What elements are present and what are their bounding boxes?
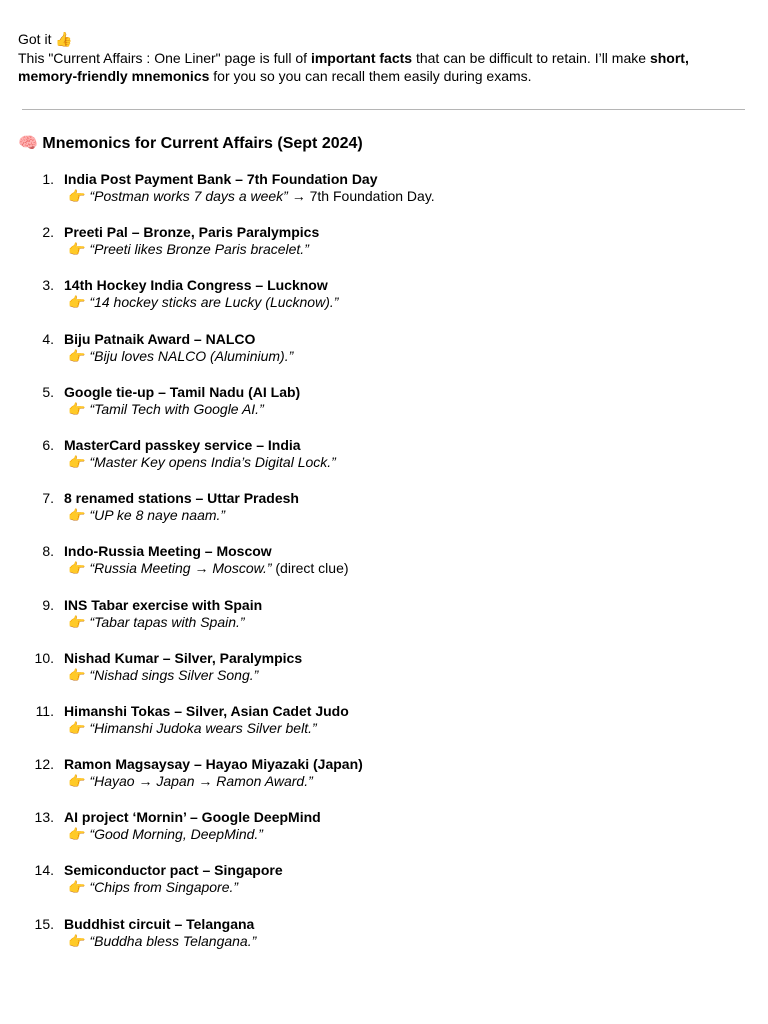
mnemonic-quote: “Nishad sings Silver Song.” <box>89 666 259 683</box>
mnemonic-quote: “Buddha bless Telangana.” <box>89 932 257 949</box>
mnemonic-quote: “Tamil Tech with Google AI.” <box>89 400 264 417</box>
item-number: 10. <box>34 649 54 666</box>
item-title: Biju Patnaik Award – NALCO <box>64 330 256 347</box>
item-title: 8 renamed stations – Uttar Pradesh <box>64 490 299 507</box>
mnemonic-list <box>0 170 768 968</box>
mnemonic-quote: “Good Morning, DeepMind.” <box>89 826 263 843</box>
mnemonic-quote: “Postman works 7 days a week” <box>89 188 288 204</box>
intro-bold-short: short, <box>649 50 689 66</box>
mnemonic-quote: “14 hockey sticks are Lucky (Lucknow).” <box>89 294 339 311</box>
section-heading-text: Mnemonics for Current Affairs (Sept 2024) <box>42 135 363 152</box>
item-number: 15. <box>34 915 54 932</box>
item-mnemonic <box>68 453 336 472</box>
list-item <box>0 915 768 968</box>
pointing-right-icon: 👉 <box>68 880 86 897</box>
thumbs-up-icon: 👍 <box>55 32 73 48</box>
item-number: 8. <box>42 543 54 560</box>
list-item <box>0 276 768 329</box>
item-number: 9. <box>42 596 54 613</box>
item-title: AI project ‘Mornin’ – Google DeepMind <box>64 809 321 826</box>
item-title: 14th Hockey India Congress – Lucknow <box>64 277 328 294</box>
pointing-right-icon: 👉 <box>68 720 86 737</box>
intro-bold-important-facts: important facts <box>310 50 413 66</box>
item-mnemonic <box>68 878 238 897</box>
got-it-text: Got it <box>18 31 52 47</box>
mnemonic-quote: “Hayao → Japan → Ramon Award.” <box>89 773 313 790</box>
pointing-right-icon: 👉 <box>68 774 86 791</box>
item-title: Semiconductor pact – Singapore <box>64 862 283 879</box>
intro-paragraph <box>18 30 738 85</box>
item-title: Google tie-up – Tamil Nadu (AI Lab) <box>64 383 301 400</box>
mnemonic-quote: “Master Key opens India’s Digital Lock.” <box>89 453 336 470</box>
intro-description <box>18 49 738 85</box>
mnemonic-quote: “Russia Meeting → Moscow.” <box>89 560 272 577</box>
pointing-right-icon: 👉 <box>68 933 86 950</box>
pointing-right-icon: 👉 <box>68 508 86 525</box>
item-number: 6. <box>42 436 54 453</box>
intro-text-2: that can be difficult to retain. I’ll make <box>412 50 650 66</box>
item-mnemonic <box>68 932 256 951</box>
item-mnemonic <box>68 240 309 259</box>
item-number: 13. <box>34 809 54 826</box>
mnemonic-quote: “Chips from Singapore.” <box>89 879 239 896</box>
mnemonic-quote: “Tabar tapas with Spain.” <box>89 613 245 630</box>
mnemonic-quote: “Preeti likes Bronze Paris bracelet.” <box>89 241 309 258</box>
list-item <box>0 702 768 755</box>
item-mnemonic <box>68 825 263 844</box>
list-item <box>0 542 768 595</box>
item-number: 1. <box>42 171 54 187</box>
item-title: Indo-Russia Meeting – Moscow <box>64 543 272 560</box>
list-item <box>0 808 768 861</box>
list-item <box>0 330 768 383</box>
intro-bold-memory-friendly: memory-friendly mnemonics <box>18 68 210 84</box>
pointing-right-icon: 👉 <box>68 348 86 365</box>
pointing-right-icon: 👉 <box>68 667 86 684</box>
item-number: 11. <box>35 702 54 719</box>
item-title: Ramon Magsaysay – Hayao Miyazaki (Japan) <box>64 756 363 773</box>
list-item <box>0 170 768 223</box>
mnemonic-note: (direct clue) <box>271 560 349 577</box>
item-title: Preeti Pal – Bronze, Paris Paralympics <box>64 224 320 241</box>
mnemonic-quote: “Himanshi Judoka wears Silver belt.” <box>89 719 317 736</box>
item-title: Nishad Kumar – Silver, Paralympics <box>64 649 303 666</box>
pointing-right-icon: 👉 <box>68 827 86 844</box>
pointing-right-icon: 👉 <box>68 401 86 418</box>
list-item <box>0 861 768 914</box>
item-mnemonic <box>68 613 245 632</box>
mnemonic-quote: “UP ke 8 naye naam.” <box>89 507 226 524</box>
item-mnemonic <box>68 772 313 791</box>
list-item <box>0 649 768 702</box>
list-item <box>0 489 768 542</box>
item-mnemonic <box>68 719 317 738</box>
list-item <box>0 383 768 436</box>
pointing-right-icon: 👉 <box>68 454 86 471</box>
item-title: Himanshi Tokas – Silver, Asian Cadet Judo <box>64 702 349 719</box>
intro-text-1: This "Current Affairs : One Liner" page is full of <box>18 50 311 66</box>
item-mnemonic <box>68 559 349 578</box>
horizontal-divider <box>22 109 745 110</box>
intro-line-got-it <box>18 30 738 49</box>
item-mnemonic <box>68 400 264 419</box>
pointing-right-icon: 👉 <box>68 561 86 578</box>
item-number: 7. <box>42 490 54 507</box>
list-item <box>0 436 768 489</box>
section-heading <box>18 133 363 154</box>
item-number: 3. <box>42 277 54 294</box>
brain-icon: 🧠 <box>18 133 38 152</box>
mnemonic-note: → 7th Foundation Day. <box>287 188 435 204</box>
item-mnemonic <box>68 187 435 206</box>
item-title: Buddhist circuit – Telangana <box>64 915 255 932</box>
list-item <box>0 755 768 808</box>
pointing-right-icon: 👉 <box>68 614 86 631</box>
item-number: 5. <box>42 383 54 400</box>
item-mnemonic <box>68 506 225 525</box>
pointing-right-icon: 👉 <box>68 242 86 259</box>
item-number: 14. <box>34 862 54 879</box>
intro-text-3: for you so you can recall them easily during exams. <box>209 68 532 84</box>
item-title: MasterCard passkey service – India <box>64 436 301 453</box>
list-item <box>0 223 768 276</box>
item-number: 4. <box>42 330 54 347</box>
item-mnemonic <box>68 666 258 685</box>
pointing-right-icon: 👉 <box>68 295 86 312</box>
mnemonic-quote: “Biju loves NALCO (Aluminium).” <box>89 347 294 364</box>
item-mnemonic <box>68 293 338 312</box>
item-number: 12. <box>34 756 54 773</box>
item-title: India Post Payment Bank – 7th Foundation Day <box>64 171 378 187</box>
item-mnemonic <box>68 347 293 366</box>
pointing-right-icon: 👉 <box>68 189 86 205</box>
item-title: INS Tabar exercise with Spain <box>64 596 263 613</box>
list-item <box>0 596 768 649</box>
item-number: 2. <box>42 224 54 241</box>
